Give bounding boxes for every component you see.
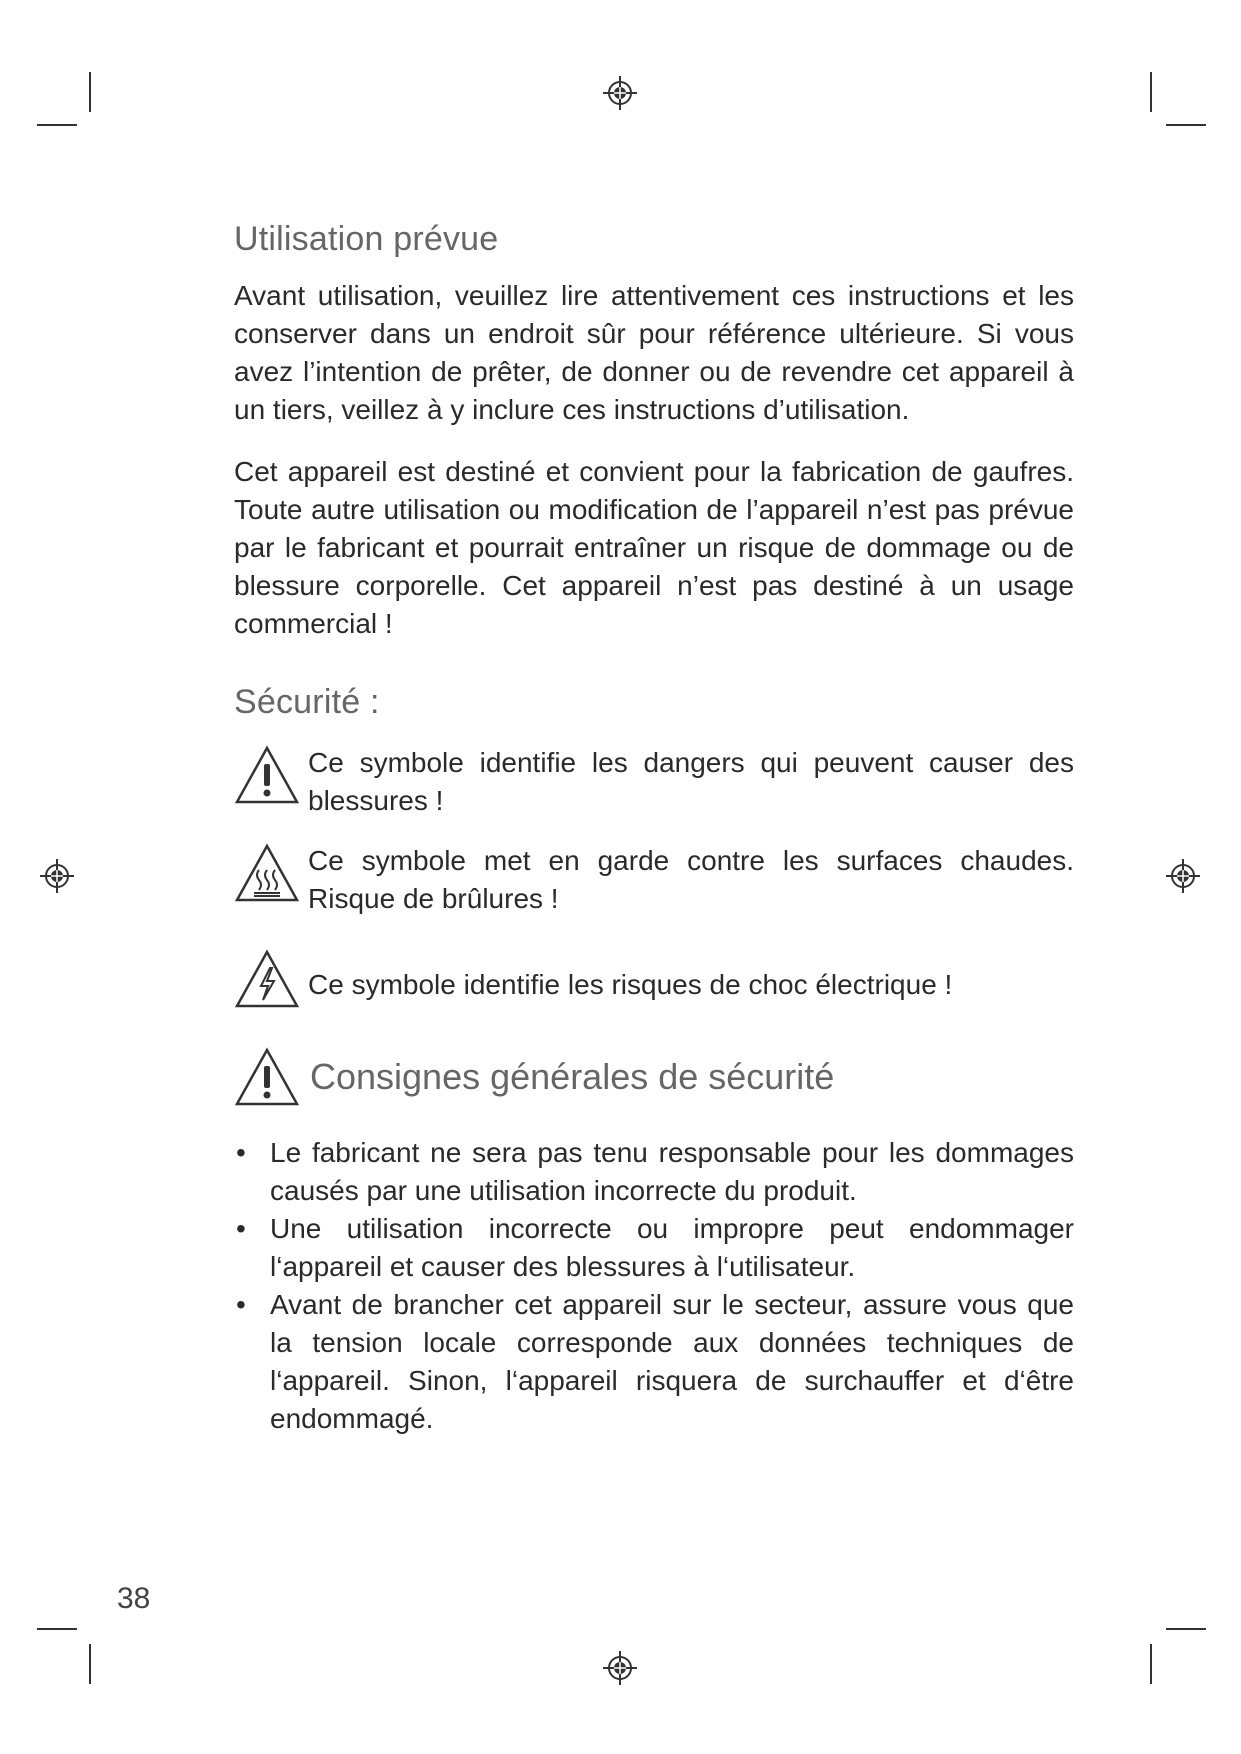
warning-exclamation-icon bbox=[234, 1046, 300, 1108]
crop-mark bbox=[1150, 1644, 1152, 1684]
intended-use-paragraph-2: Cet appareil est destiné et convient pour la fabrication de gaufres. Toute autre utilisation ou modification de l’appareil n’est pas prévue par le fabricant et pourrait entraîner un risque de dommage ou de blessure corporelle. Cet appareil n’est pas destiné à un usage commercial ! bbox=[234, 456, 1074, 639]
safety-symbol-text: Ce symbole identifie les risques de choc électrique ! bbox=[308, 969, 953, 1000]
crop-mark bbox=[1166, 124, 1206, 126]
general-safety-list bbox=[234, 1134, 1074, 1438]
safety-symbol-text: Ce symbole met en garde contre les surfaces chaudes. Risque de brûlures ! bbox=[308, 845, 1074, 914]
crop-mark bbox=[89, 72, 91, 112]
general-safety-title: Consignes générales de sécurité bbox=[310, 1056, 835, 1097]
safety-symbol-row bbox=[234, 842, 1074, 918]
registration-mark-icon bbox=[603, 76, 637, 110]
warning-exclamation-icon bbox=[234, 744, 300, 806]
crop-mark bbox=[89, 1644, 91, 1684]
electric-shock-icon bbox=[234, 948, 300, 1010]
crop-mark bbox=[37, 124, 77, 126]
crop-mark bbox=[37, 1628, 77, 1630]
hot-surface-icon bbox=[234, 842, 300, 904]
safety-symbol-text: Ce symbole identifie les dangers qui peuvent causer des blessures ! bbox=[308, 747, 1074, 816]
crop-mark bbox=[1150, 72, 1152, 112]
registration-mark-icon bbox=[1166, 859, 1200, 893]
page-content bbox=[234, 220, 1074, 1438]
list-item: • Avant de brancher cet appareil sur le secteur, assure vous que la tension locale corresponde aux données techniques de l‘appareil. Sinon, l‘appareil risquera de surchauffer et d‘être endommagé. bbox=[236, 1289, 1074, 1434]
intended-use-paragraph-1: Avant utilisation, veuillez lire attentivement ces instructions et les conserver dans un endroit sûr pour référence ultérieure. Si vous avez l’intention de prêter, de donner ou de revendre cet appareil à un tiers, veillez à y inclure ces instructions d’utilisation. bbox=[234, 280, 1074, 425]
list-item: • Une utilisation incorrecte ou impropre peut endommager l‘appareil et causer des blessures à l‘utilisateur. bbox=[236, 1213, 1074, 1282]
list-item: • Le fabricant ne sera pas tenu responsable pour les dommages causés par une utilisation incorrecte du produit. bbox=[236, 1137, 1074, 1206]
crop-mark bbox=[1166, 1628, 1206, 1630]
intended-use-title: Utilisation prévue bbox=[234, 220, 499, 258]
registration-mark-icon bbox=[40, 859, 74, 893]
safety-symbol-row bbox=[234, 744, 1074, 820]
safety-title: Sécurité : bbox=[234, 683, 380, 721]
safety-symbol-row bbox=[234, 948, 1074, 1010]
general-safety-heading bbox=[234, 1046, 1074, 1108]
page-number: 38 bbox=[117, 1582, 151, 1615]
registration-mark-icon bbox=[603, 1651, 637, 1685]
